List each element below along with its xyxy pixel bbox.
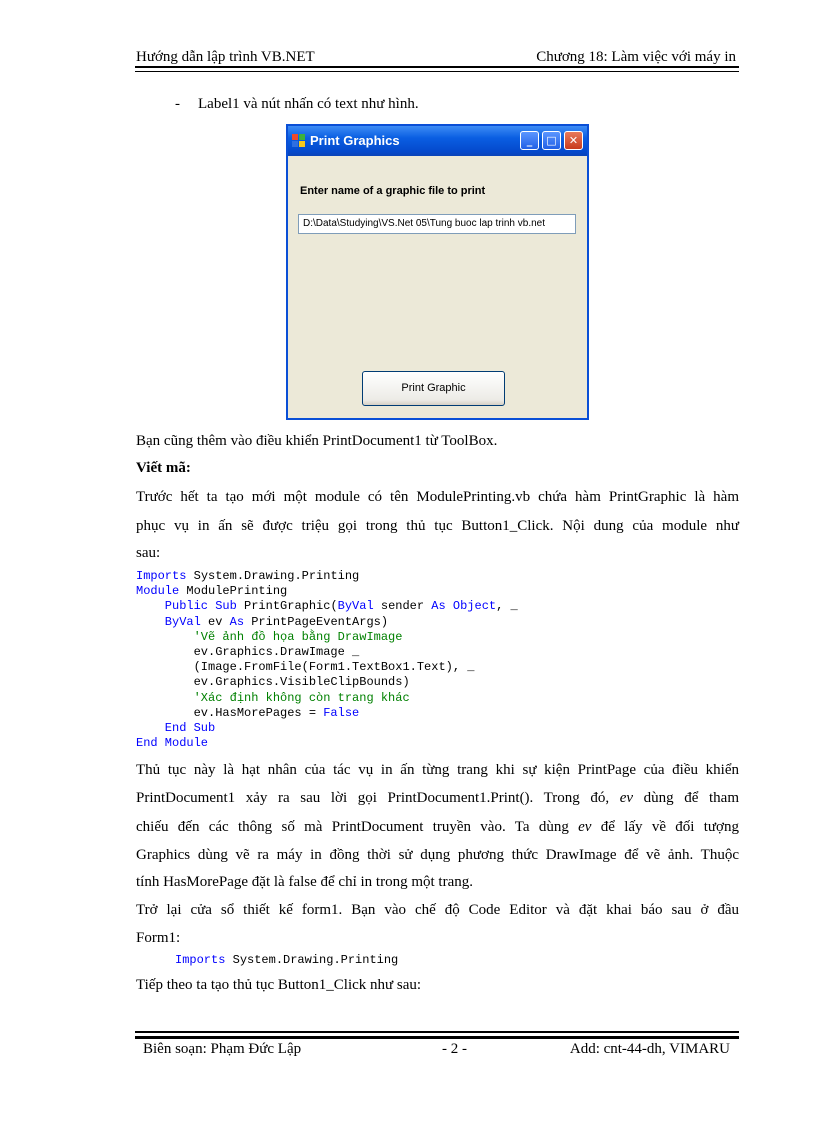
code-token: Imports bbox=[136, 569, 187, 583]
print-graphics-window bbox=[286, 124, 589, 420]
print-graphic-button[interactable]: Print Graphic bbox=[362, 371, 505, 406]
file-name-label: Enter name of a graphic file to print bbox=[300, 185, 486, 197]
code-token: ev.Graphics.DrawImage _ bbox=[136, 645, 360, 660]
code-token: As bbox=[229, 614, 245, 629]
code-token: ModulePrinting bbox=[179, 584, 288, 599]
footer-rule bbox=[135, 1031, 739, 1033]
code-token: End Module bbox=[136, 736, 209, 751]
maximize-icon[interactable]: □ bbox=[542, 131, 561, 150]
minimize-icon[interactable]: _ bbox=[520, 131, 539, 150]
code-block bbox=[136, 569, 518, 751]
para-form1-line1: Trở lại cửa sổ thiết kế form1. Bạn vào chế độ Code Editor và đặt khai báo sau ở đầu bbox=[136, 902, 739, 918]
footer-right: Add: cnt-44-dh, VIMARU bbox=[569, 1041, 730, 1057]
code-token: (Image.FromFile(Form1.TextBox1.Text), _ bbox=[136, 660, 475, 675]
footer-rule-thick bbox=[135, 1036, 739, 1039]
code-token: System.Drawing.Printing bbox=[186, 569, 360, 583]
code-token: PrintGraphic( bbox=[236, 599, 338, 614]
para-explain-line3: chiếu đến các thông số mà PrintDocument truyền vào. Ta dùng ev để lấy về đối tượng bbox=[136, 819, 739, 835]
code-token: ev.Graphics.VisibleClipBounds) bbox=[136, 675, 410, 690]
code-token: Module bbox=[136, 584, 180, 599]
code-token: False bbox=[323, 705, 360, 720]
code-token: End Sub bbox=[136, 721, 216, 736]
window-title: Print Graphics bbox=[310, 133, 400, 148]
close-icon[interactable]: ✕ bbox=[564, 131, 583, 150]
code-token: sender bbox=[373, 599, 432, 614]
code-token: , _ bbox=[496, 599, 518, 614]
code-token: ev bbox=[200, 614, 230, 629]
para-form1-line2: Form1: bbox=[136, 930, 181, 946]
para-explain-line5: tính HasMorePage đặt là false để chỉ in trong một trang. bbox=[136, 874, 473, 890]
code-token: As Object bbox=[431, 599, 497, 614]
file-path-input[interactable]: D:\Data\Studying\VS.Net 05\Tung buoc lap trinh vb.net bbox=[298, 214, 576, 234]
code-token: Public Sub bbox=[136, 599, 237, 614]
code-token: ByVal bbox=[136, 614, 201, 629]
para-module-line3: sau: bbox=[136, 545, 161, 561]
code-token: ByVal bbox=[337, 599, 374, 614]
code-comment: 'Vẽ ảnh đồ họa bằng DrawImage bbox=[136, 629, 403, 644]
footer-left: Biên soạn: Phạm Đức Lập bbox=[143, 1041, 302, 1057]
bullet-text: Label1 và nút nhấn có text như hình. bbox=[198, 96, 419, 112]
code-token: ev.HasMorePages = bbox=[136, 705, 324, 720]
para-module-line1: Trước hết ta tạo mới một module có tên ModulePrinting.vb chứa hàm PrintGraphic là hàm bbox=[136, 489, 739, 505]
para-next-step: Tiếp theo ta tạo thủ tục Button1_Click như sau: bbox=[136, 977, 422, 993]
code-imports-line: Imports System.Drawing.Printing bbox=[175, 953, 399, 967]
para-explain-line4: Graphics dùng vẽ ra máy in đồng thời sử dụng phương thức DrawImage để vẽ ảnh. Thuộc bbox=[136, 847, 739, 863]
header-rule-thin bbox=[135, 71, 739, 72]
para-explain-line1: Thủ tục này là hạt nhân của tác vụ in ấn từng trang khi sự kiện PrintPage của điều khiển bbox=[136, 762, 739, 778]
header-left: Hướng dẫn lập trình VB.NET bbox=[136, 49, 315, 65]
page-number: - 2 - bbox=[442, 1041, 467, 1057]
bullet-marker: - bbox=[175, 96, 180, 112]
code-token: PrintPageEventArgs) bbox=[244, 614, 389, 629]
para-explain-line2: PrintDocument1 xảy ra sau lời gọi PrintDocument1.Print(). Trong đó, ev dùng để tham bbox=[136, 790, 739, 806]
header-right: Chương 18: Làm việc với máy in bbox=[536, 49, 736, 65]
header-rule bbox=[135, 66, 739, 68]
code-comment: 'Xác định không còn trang khác bbox=[136, 690, 410, 705]
window-titlebar bbox=[288, 126, 587, 156]
section-heading: Viết mã: bbox=[136, 460, 191, 476]
app-icon bbox=[292, 134, 305, 147]
para-module-line2: phục vụ in ấn sẽ được triệu gọi trong thủ tục Button1_Click. Nội dung của module như bbox=[136, 518, 739, 534]
para-add-printdocument: Bạn cũng thêm vào điều khiển PrintDocument1 từ ToolBox. bbox=[136, 433, 498, 449]
